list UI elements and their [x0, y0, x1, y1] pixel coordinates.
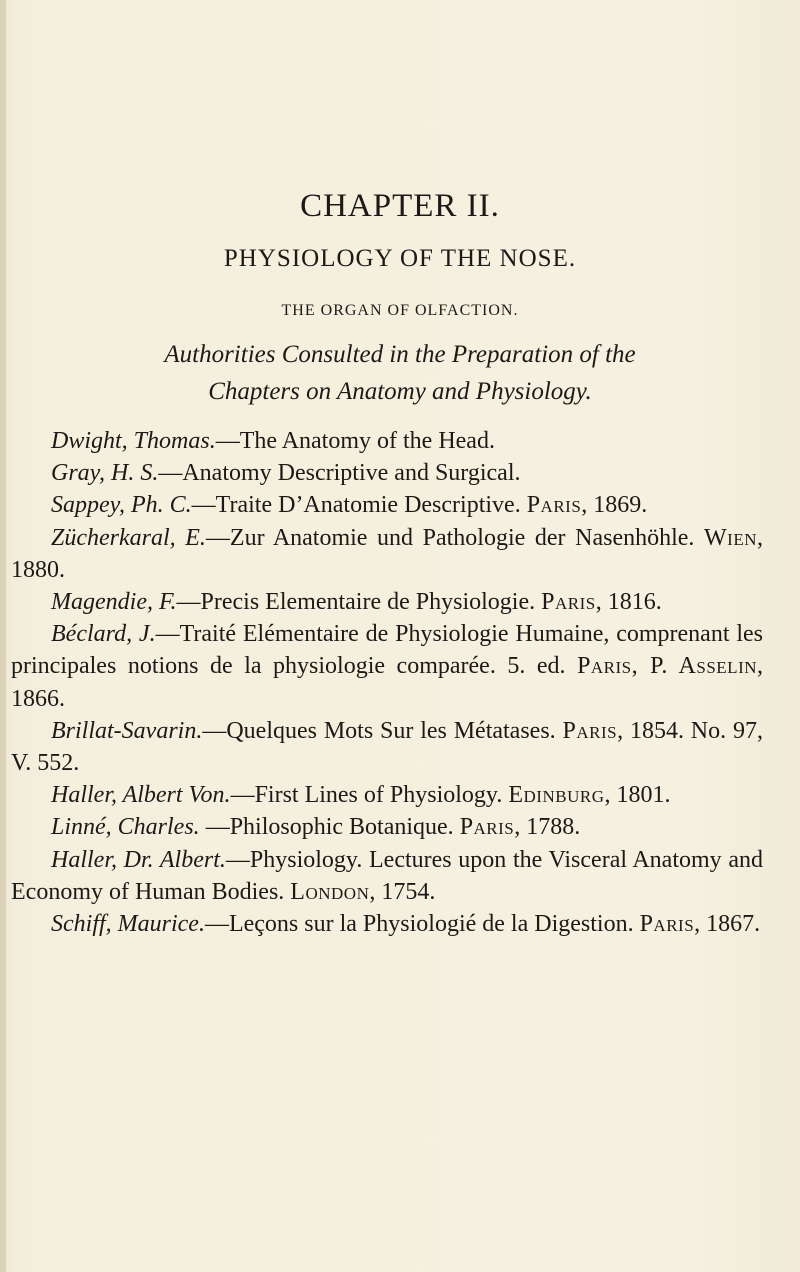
bibliography-entry	[11, 618, 763, 715]
entry-author: Dwight, Thomas.	[51, 428, 216, 454]
entry-text: —Physiology. Lectures upon the Visceral Anatomy and Economy of Human Bodies.	[11, 846, 763, 905]
bibliography-entry	[11, 489, 763, 521]
bibliography-entry	[11, 908, 763, 940]
entry-tail: , 1754.	[369, 878, 436, 905]
entry-author: Linné, Charles.	[51, 814, 200, 841]
bibliography-entry	[11, 779, 763, 811]
entry-tail: , 1869.	[581, 492, 648, 519]
entry-place: Paris	[459, 814, 515, 841]
entry-place: Paris	[562, 717, 618, 744]
entry-place: Paris	[541, 589, 596, 616]
bibliography-entry	[11, 522, 763, 586]
bibliography-entry	[11, 586, 763, 618]
entry-tail: , 1788.	[514, 814, 581, 841]
entry-place: Edinburg	[508, 782, 605, 809]
bibliography-entry	[11, 811, 763, 843]
entry-text: —Quelques Mots Sur les Métatases.	[202, 717, 563, 744]
entry-place: Paris	[526, 492, 582, 519]
entry-text: —Precis Elementaire de Physiologie.	[176, 589, 542, 616]
entry-author: Magendie, F.	[51, 589, 177, 616]
entry-place: Wien	[704, 524, 757, 551]
entry-text: —Leçons sur la Physiologié de la Digestion.	[204, 911, 640, 938]
entry-text: —Traite D’Anatomie Descriptive.	[191, 492, 527, 519]
entry-author: Brillat-Savarin.	[51, 717, 203, 744]
bibliography-entry	[11, 715, 763, 779]
entry-tail: , 1866.	[11, 653, 764, 712]
entry-author: Haller, Dr. Albert.	[51, 846, 226, 873]
subject-title: PHYSIOLOGY OF THE NOSE.	[223, 245, 577, 272]
entry-tail: , 1854. No. 97, V. 552.	[11, 717, 763, 777]
entry-author: Schiff, Maurice.	[51, 911, 205, 938]
authorities-heading-line: Chapters on Anatomy and Physiology.	[208, 378, 592, 405]
entry-text: —Philosophic Botanique.	[199, 814, 460, 841]
entry-place: Paris, P. Asselin	[577, 653, 758, 680]
entry-tail: , 1880.	[11, 524, 763, 583]
section-title: THE ORGAN OF OLFACTION.	[281, 302, 519, 319]
entry-text: —Zur Anatomie und Pathologie der Nasenhöhle.	[205, 524, 705, 551]
bibliography-entry	[11, 844, 763, 908]
entry-tail: , 1867.	[694, 911, 761, 938]
bibliography-entry	[11, 457, 763, 489]
entry-text: —Anatomy Descriptive and Surgical.	[158, 460, 521, 487]
entry-author: Sappey, Ph. C.	[51, 492, 192, 519]
entry-author: Gray, H. S.	[51, 460, 159, 487]
entry-tail: , 1816.	[595, 589, 662, 616]
chapter-title: CHAPTER II.	[300, 188, 500, 224]
entry-text: —First Lines of Physiology.	[230, 782, 509, 809]
entry-tail: , 1801.	[604, 782, 671, 809]
entry-text: —The Anatomy of the Head.	[215, 428, 495, 454]
entry-text: —Traité Elémentaire de Physiologie Humaine, comprenant les principales notions de la physiologie comparée. 5. ed.	[11, 621, 764, 680]
entry-author: Béclard, J.	[51, 621, 156, 648]
entry-author: Zücherkaral, E.	[51, 524, 206, 551]
bibliography-entry	[11, 425, 763, 457]
entry-author: Haller, Albert Von.	[51, 782, 231, 809]
authorities-heading	[0, 336, 800, 410]
entry-place: London	[290, 878, 370, 905]
entry-place: Paris	[639, 911, 695, 938]
bibliography-list	[11, 425, 763, 940]
authorities-heading-line: Authorities Consulted in the Preparation of the	[164, 341, 636, 368]
